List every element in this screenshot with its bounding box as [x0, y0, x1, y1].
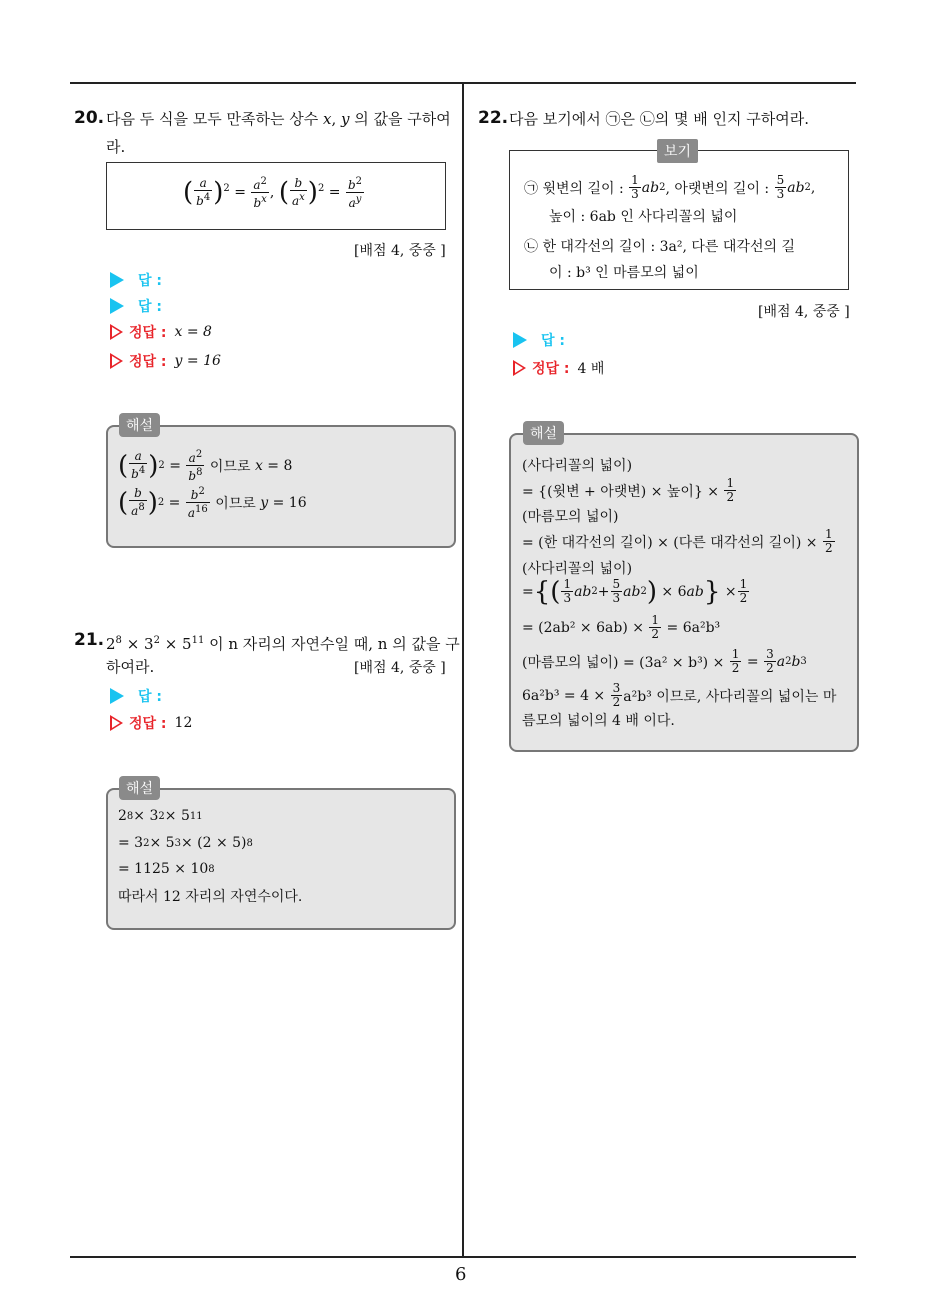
outline-play-icon: [110, 353, 123, 369]
play-icon: [110, 298, 124, 314]
q20-text: [106, 106, 456, 132]
q20-text-line1: 다음 두 식을 모두 만족하는 상수: [106, 110, 319, 128]
q22-sol-l4: = (한 대각선의 길이) × (다른 대각선의 길이) × $\frac{1}{2}$: [522, 527, 833, 555]
bottom-rule: [70, 1256, 856, 1258]
q20-correct-value-1: x = 8: [174, 324, 212, 340]
q22-sol-l1: (사다리꼴의 넓이): [522, 458, 633, 474]
q21-answer-label: 답 :: [138, 689, 162, 705]
q21-text: $2^8 \times 3^2 \times 5^{11}$ 이 n 자리의 자연수일 때, n 의 값을 구: [106, 635, 460, 653]
q22-score: [배점 4, 중중 ]: [758, 304, 850, 320]
q20-sol-line-2: ( $\frac{b}{a^8}$ ) 2 = $\frac{b^2}{a^{16}}$ 이므로 y = 16: [118, 486, 307, 520]
q22-sol-l9: 6a²b³ = 4 × $\frac{3}{2}$ a²b³ 이므로, 사다리꼴의 넓이는 마: [522, 681, 837, 709]
q21-answer-row: [110, 686, 162, 706]
play-icon: [110, 688, 124, 704]
q20-correct-label-2: 정답 :: [129, 354, 167, 370]
q22-item1-line2: 높이 : 6ab 인 사다리꼴의 넓이: [549, 209, 738, 225]
q20-text-line2: 라.: [106, 138, 126, 156]
q22-answer-row: [513, 330, 565, 350]
q22-sol-l7b-text: = 6a²b³: [666, 619, 721, 636]
q21-correct-row: [110, 713, 192, 733]
q22-sol-l2-text: = {(윗변 + 아랫변) × 높이} ×: [522, 483, 720, 500]
q22-sol-l2: = {(윗변 + 아랫변) × 높이} × $\frac{1}{2}$: [522, 476, 735, 504]
q21-solution-tag: 해설: [119, 776, 160, 800]
q20-score: [배점 4, 중중 ]: [354, 243, 446, 259]
outline-play-icon: [110, 324, 123, 340]
q22-sol-l7-text: = (2ab² × 6ab) ×: [522, 619, 644, 636]
q21-sol-line-4: 따라서 12 자리의 자연수이다.: [118, 889, 303, 905]
q22-correct-value: 4 배: [577, 361, 605, 377]
q21-correct-value: 12: [174, 715, 193, 731]
q22-item1-b: , 아랫변의 길이 :: [665, 180, 770, 197]
q21-score: [배점 4, 중중 ]: [354, 660, 446, 676]
q22-box-tag: 보기: [657, 139, 698, 163]
q20-answer-row-1: [110, 270, 162, 290]
q21-text-line2: 하여라.: [106, 658, 155, 676]
q22-correct-row: [513, 358, 604, 378]
outline-play-icon: [110, 715, 123, 731]
q22-sol-l4-text: = (한 대각선의 길이) × (다른 대각선의 길이) ×: [522, 534, 818, 551]
q22-item1-a: ㉠ 윗변의 길이 :: [524, 180, 624, 197]
q20-equation: ( $\frac{a}{b^4}$ )$^2$ = $\frac{a^2}{b^x}$ , ( $\frac{b}{a^x}$ )$^2$ = $\frac{b^2}{a^y}$: [183, 176, 363, 210]
q22-sol-l9a-text: 6a²b³ = 4 ×: [522, 687, 606, 704]
q20-answer-row-2: [110, 296, 162, 316]
q20-sol-line-1: ( $\frac{a}{b^4}$ ) 2 = $\frac{a^2}{b^8}$ 이므로 x = 8: [118, 449, 293, 483]
q20-correct-value-2: y = 16: [174, 353, 221, 369]
q20-answer-label-1: 답 :: [138, 273, 162, 289]
q20-solution-tag: 해설: [119, 413, 160, 437]
q22-sol-l8-text: (마름모의 넓이) = (3a² × b³) ×: [522, 654, 725, 671]
outline-play-icon: [513, 360, 526, 376]
q20-correct-row-2: [110, 351, 221, 371]
q21-text-tail: 이 n 자리의 자연수일 때, n 의 값을 구: [209, 635, 460, 653]
q22-sol-l3: (마름모의 넓이): [522, 509, 619, 525]
column-divider: [462, 83, 464, 1258]
q22-item2-line2: 이 : b³ 인 마름모의 넓이: [549, 265, 699, 281]
q21-number: 21.: [74, 630, 105, 650]
q20-correct-row-1: [110, 322, 212, 342]
q22-sol-l9b-text: a²b³ 이므로, 사다리꼴의 넓이는 마: [623, 688, 837, 705]
q20-comma: ,: [331, 110, 337, 128]
q21-sol-line-3: = 1125 × 10 8: [118, 861, 215, 877]
q22-solution-tag: 해설: [523, 421, 564, 445]
q20-text-suffix: 의 값을 구하여: [354, 110, 451, 128]
q22-answer-label: 답 :: [541, 333, 565, 349]
q20-sol-text-2: 이므로: [215, 495, 256, 512]
q21-correct-label: 정답 :: [129, 716, 167, 732]
q22-number: 22.: [478, 108, 509, 128]
q20-sol-text-1: 이므로: [209, 458, 251, 475]
play-icon: [110, 272, 124, 288]
q22-item2-line1: ㉡ 한 대각선의 길이 : 3a², 다른 대각선의 길: [524, 239, 795, 255]
q22-item1-line1: ㉠ 윗변의 길이 : $\frac{1}{3}$ ab 2 , 아랫변의 길이 : $\frac{5}{3}$ ab 2 ,: [524, 173, 816, 201]
q20-equation-box: [106, 162, 446, 230]
q21-sol-line-2: = 3 2 × 5 3 × (2 × 5) 8: [118, 835, 253, 851]
q22-sol-l6: = { ( $\frac{1}{3}$ ab 2 + $\frac{5}{3}$ ab 2 ) × 6 ab } × $\frac{1}{2}$: [522, 576, 748, 607]
q21-sol-line-1: 2 8 × 3 2 × 5 11: [118, 808, 203, 824]
q22-sol-l7: = (2ab² × 6ab) × $\frac{1}{2}$ = 6a²b³: [522, 613, 721, 641]
q22-sol-l10: 름모의 넓이의 4 배 이다.: [522, 713, 675, 729]
q20-correct-label-1: 정답 :: [129, 325, 167, 341]
q20-var-y: y: [341, 110, 350, 128]
play-icon: [513, 332, 527, 348]
q22-text: 다음 보기에서 ㉠은 ㉡의 몇 배 인지 구하여라.: [509, 110, 809, 128]
page-number: 6: [455, 1264, 467, 1285]
q20-number: 20.: [74, 108, 105, 128]
q20-answer-label-2: 답 :: [138, 299, 162, 315]
q22-sol-l8: (마름모의 넓이) = (3a² × b³) × $\frac{1}{2}$ = $\frac{3}{2}$ a 2 b 3: [522, 647, 807, 675]
q20-var-x: x: [323, 110, 332, 128]
q22-sol-l5: (사다리꼴의 넓이): [522, 561, 633, 577]
q22-correct-label: 정답 :: [532, 361, 570, 377]
